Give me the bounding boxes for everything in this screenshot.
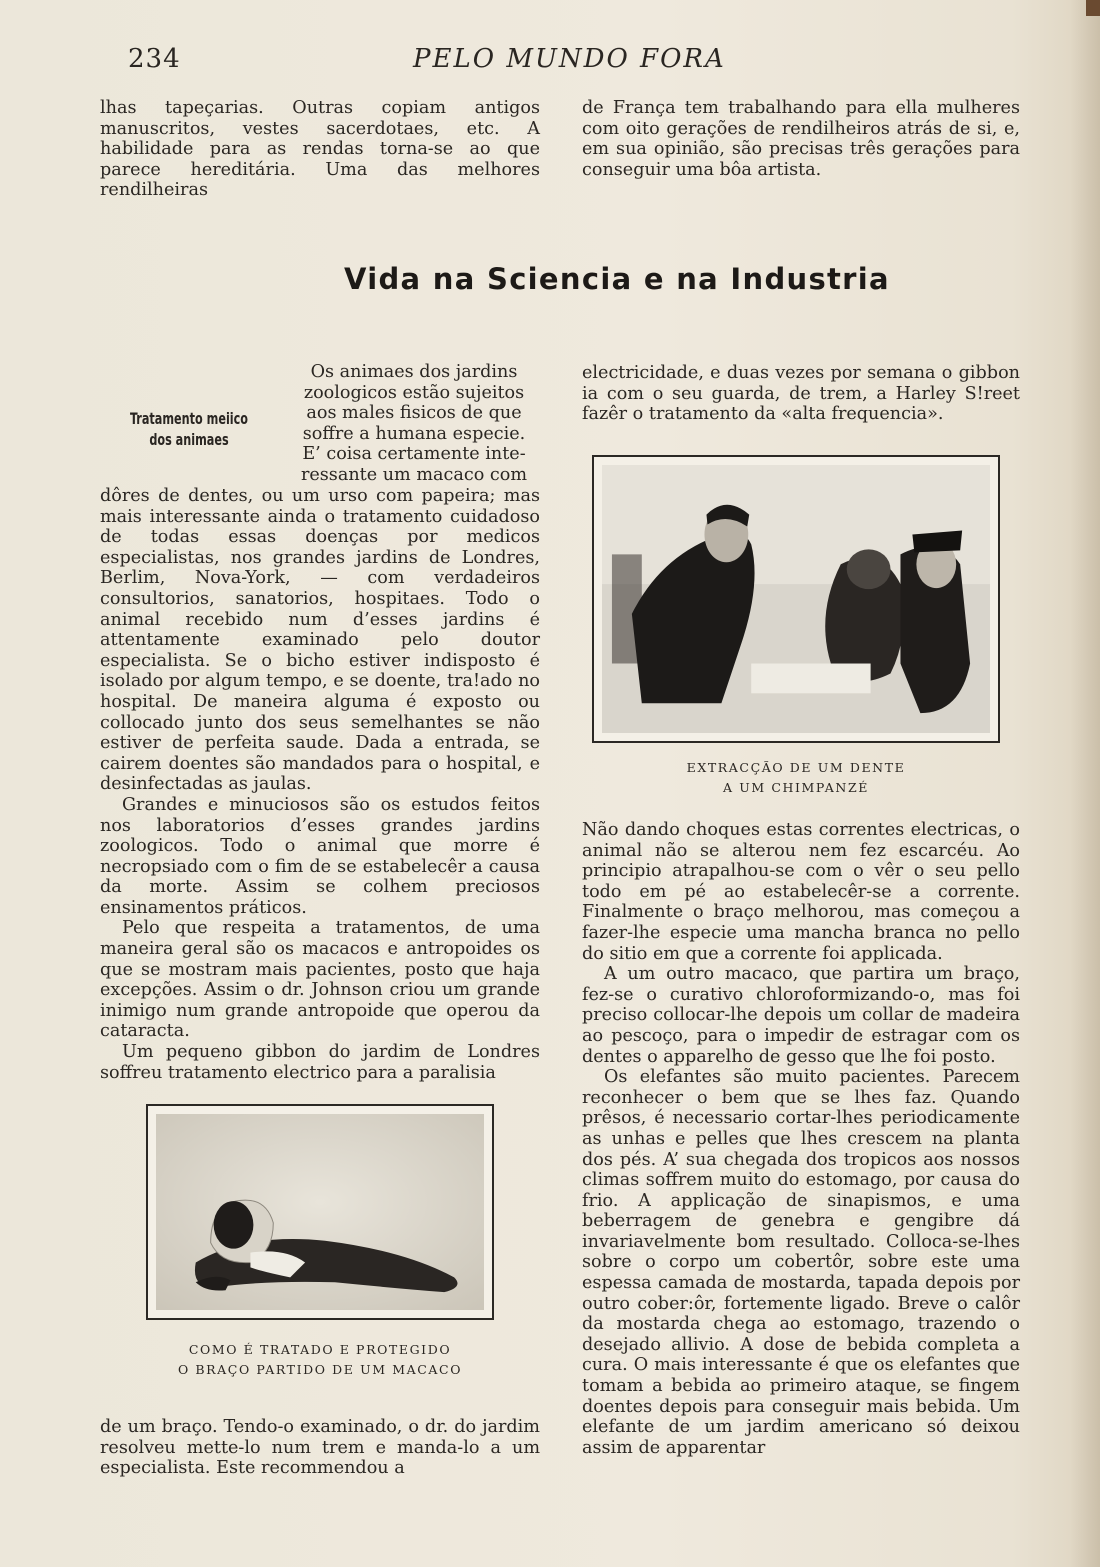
paragraph: A um outro macaco, que partira um braço, fez-se o curativo chloroformizando-o, mas foi preciso collocar-lhe depois um collar de madeira ao pescoço, para o impedir de estragar com os dentes o apparelho de gesso que lhe foi posto. [582,964,1020,1067]
section-title: Vida na Sciencia e na Industria [344,262,890,296]
chimpanzee-photo [602,465,990,733]
side-heading [120,408,259,450]
paragraph: Um pequeno gibbon do jardim de Londres soffreu tratamento electrico para a paralisia [100,1042,540,1083]
text-line: aos males fisicos de que [306,403,522,424]
paragraph: de França tem trabalhando para ella mulheres com oito gerações de rendilheiros atrás de si, e, em sua opinião, são precisas três gerações para conseguir uma bôa artista. [582,98,1020,180]
paragraph: lhas tapeçarias. Outras copiam antigos manuscritos, vestes sacerdotaes, etc. A habilidade para as rendas torna-se ao que parece hereditária. Uma das melhores rendilheiras [100,98,540,201]
paragraph: Pelo que respeita a tratamentos, de uma maneira geral são os macacos e antropoides os que se mostram mais pacientes, posto que haja excepções. Assim o dr. Johnson criou um grande inimigo num grande antropoide que operou da cataracta. [100,918,540,1042]
caption-line: A UM CHIMPANZÉ [723,780,869,795]
right-column-top [582,363,1020,425]
right-column-body [582,820,1020,1458]
paragraph: dôres de dentes, ou um urso com papeira; mas mais interessante ainda o tratamento cuidadoso de todas essas doenças por medicos especialistas, nos grandes jardins de Londres, Berlim, Nova-York, — com verdadeiros consultorios, sanatorios, hospitaes. Todo o animal recebido num d’esses jardins é attentamente examinado pelo doutor especialista. Se o bicho estiver indisposto é isolado por algum tempo, e se doente, tra!ado no hospital. De maneira alguma é exposto ou collocado junto dos seus semelhantes se não estiver de perfeita saude. Dada a entrada, se cairem doentes são mandados para o hospital, e desinfectadas as jaulas. [100,486,540,795]
top-left-text [100,98,540,201]
caption-line: O BRAÇO PARTIDO DE UM MACACO [177,1362,463,1377]
figure-caption [146,1340,494,1380]
running-title: PELO MUNDO FORA [413,44,726,74]
text-line: zoologicos estão sujeitos [303,382,525,403]
text-line: soffre a humana especie. [302,423,526,444]
left-column-after [100,1417,540,1479]
paragraph: de um braço. Tendo-o examinado, o dr. do jardim resolveu mette-lo num trem e manda-lo a um especialista. Este recommendou a [100,1417,540,1479]
chimpanzee-photo-figure [592,455,1000,743]
monkey-photo [156,1114,484,1310]
text-line: ressante um macaco com [300,464,528,485]
page-edge-shadow [1070,0,1100,1567]
caption-line: COMO É TRATADO E PROTEGIDO [188,1342,452,1357]
paragraph: electricidade, e duas vezes por semana o gibbon ia com o seu guarda, de trem, a Harley S!reet fazêr o tratamento da «alta frequencia». [582,363,1020,425]
page-number: 234 [128,44,181,74]
paragraph: Não dando choques estas correntes electricas, o animal não se alterou nem fez escarcéu. Ao principio atrapalhou-se com o vêr o seu pello todo em pé ao estabelecêr-se a corrente. Finalmente o braço melhorou, mas começou a fazer-lhe especie uma mancha branca no pello do sitio em que a corrente foi applicada. [582,820,1020,964]
text-line: Os animaes dos jardins [310,362,518,382]
text-line: E’ coisa certamente inte- [302,444,526,465]
corner-mark [1086,0,1100,16]
page-header [0,44,1100,84]
figure-caption [592,758,1000,798]
left-column-body [100,486,540,1083]
top-right-text [582,98,1020,180]
caption-line: EXTRACÇÃO DE UM DENTE [686,760,906,775]
side-heading-line: dos animaes [149,430,229,449]
side-heading-line: Tratamento meiico [129,409,249,428]
left-intro [288,362,540,486]
monkey-photo-figure [146,1104,494,1320]
paragraph: Grandes e minuciosos são os estudos feitos nos laboratorios d’esses grandes jardins zoologicos. Todo o animal que morre é necropsiado com o fim de se estabelecêr a causa da morte. Assim se colhem preciosos ensinamentos práticos. [100,794,540,918]
paragraph: Os elefantes são muito pacientes. Parecem reconhecer o bem que se lhes faz. Quando prêsos, é necessario cortar-lhes periodicamente as unhas e pelles que lhes crescem na planta dos pés. A’ sua chegada dos tropicos aos nossos climas soffrem muito do estomago, por causa do frio. A applicação de sinapismos, e uma beberragem de genebra e gengibre dá invariavelmente bom resultado. Colloca-se-lhes sobre o corpo um cobertôr, sobre este uma espessa camada de mostarda, tapada depois por outro cober:ôr, fortemente ligado. Breve o calôr da mostarda chega ao estomago, trazendo o desejado allivio. A dose de bebida completa a cura. O mais interessante é que os elefantes que tomam a bebida ao primeiro ataque, se fingem doentes depois para conseguir mais bebida. Um elefante de um jardim americano só deixou assim de apparentar [582,1067,1020,1458]
